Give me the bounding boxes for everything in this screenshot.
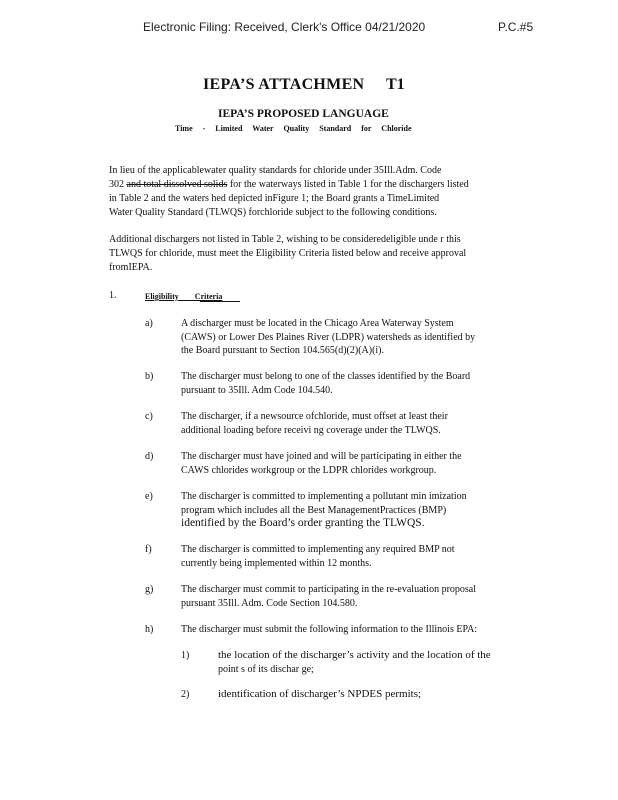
section-number: 1. xyxy=(109,290,117,301)
struck-text: and total dissolved solids xyxy=(126,179,228,190)
criterion-text: The discharger is committed to implementing any required BMP not currently being implemented within 12 months. xyxy=(181,544,455,569)
subitem-text: the location of the discharger’s activity and the location of the point s of its dischar ge; xyxy=(218,649,491,675)
criterion-text: The discharger is committed to implementing a pollutant min imization program which includes all the Best ManagementPractices (BMP) identified by the Board’s order granting the TLWQS. xyxy=(181,491,467,529)
attachment-title: IEPA’S ATTACHMEN xyxy=(203,76,365,93)
criterion-text: The discharger must commit to participating in the re-evaluation proposal pursuant 35Ill. Adm. Code Section 104.580. xyxy=(181,584,477,609)
intro-p2-line: fromIEPA. xyxy=(109,262,153,273)
proposed-language-heading: IEPA’S PROPOSED LANGUAGE xyxy=(218,108,389,120)
subitem-number: 2) xyxy=(181,689,190,700)
intro-p1-line: in Table 2 and the waters hed depicted inFigure 1; the Board grants a TimeLimited xyxy=(109,193,440,204)
criterion-text: The discharger must belong to one of the classes identified by the Board pursuant to 35Ill. Adm Code 104.540. xyxy=(181,371,471,396)
intro-p1-line: In lieu of the applicablewater quality standards for chloride under 35Ill.Adm. Code xyxy=(109,165,442,176)
intro-p2-line: TLWQS for chloride, must meet the Eligibility Criteria listed below and receive approval xyxy=(109,248,467,259)
page-code: P.C.#5 xyxy=(498,20,534,34)
intro-paragraph-2 xyxy=(109,233,538,275)
filing-stamp: Electronic Filing: Received, Clerk's Office 04/21/2020 xyxy=(143,20,426,34)
criterion-letter: e) xyxy=(145,491,153,502)
tlwqs-subheading: Time - Limited Water Quality Standard for Chloride xyxy=(175,124,412,133)
eligibility-criteria-heading: Eligibility Criteria xyxy=(145,292,223,301)
intro-p1-code: 302 xyxy=(109,179,127,190)
criterion-letter: f) xyxy=(145,544,152,555)
intro-p1-line: Water Quality Standard (TLWQS) forchloride subject to the following conditions. xyxy=(109,207,437,218)
criterion-letter: d) xyxy=(145,451,154,462)
intro-p1-rest: for the waterways listed in Table 1 for the dischargers listed xyxy=(227,179,469,190)
criterion-letter: h) xyxy=(145,624,154,635)
criterion-text: The discharger must submit the following information to the Illinois EPA: xyxy=(181,624,478,635)
subitem-text: identification of discharger’s NPDES permits; xyxy=(218,688,422,700)
criterion-text: The discharger must have joined and will be participating in either the CAWS chlorides workgroup or the LDPR chlorides workgroup. xyxy=(181,451,462,476)
intro-paragraph-1 xyxy=(109,164,538,220)
criterion-letter: a) xyxy=(145,318,153,329)
attachment-title-suffix: T1 xyxy=(386,76,405,93)
criterion-text: A discharger must be located in the Chicago Area Waterway System (CAWS) or Lower Des Plaines River (LDPR) watersheds as identified by the Board pursuant to Section 104.565(d)(2)(A)(i). xyxy=(181,318,476,356)
subitem-number: 1) xyxy=(181,650,190,661)
criterion-letter: b) xyxy=(145,371,154,382)
criterion-text: The discharger, if a newsource ofchloride, must offset at least their additional loading before receivi ng coverage under the TLWQS. xyxy=(181,411,448,436)
criterion-letter: g) xyxy=(145,584,154,595)
intro-p1-line xyxy=(109,178,538,192)
heading-underline xyxy=(200,301,240,302)
criterion-letter: c) xyxy=(145,411,153,422)
intro-p2-line: Additional dischargers not listed in Table 2, wishing to be consideredeligible unde r this xyxy=(109,234,461,245)
